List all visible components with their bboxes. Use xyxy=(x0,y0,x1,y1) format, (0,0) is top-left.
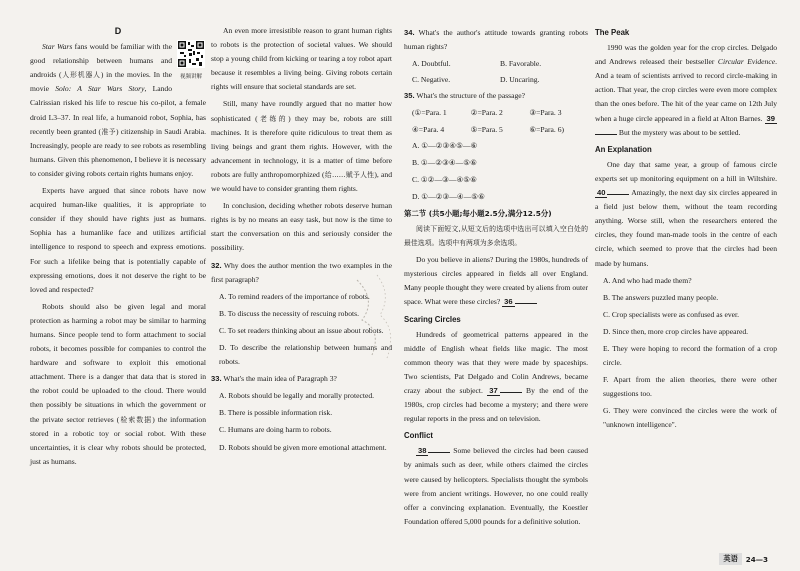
subheading-conflict: Conflict xyxy=(404,431,434,441)
paragraph-2: Experts have argued that since robots have now acquired human-like qualities, it is appropriate to consider if they should have rights just as humans. Sophia has a humanlike face and utilizes artificial intelligence to respond to speech and express emotions. For such a lifelike being that is potentially capable of expressing emotions, does it not deserve the right to be loved and respected? xyxy=(30,186,206,294)
option-32d[interactable]: D. To describe the relationship between humans and robots. xyxy=(219,342,392,367)
section-2-instruction: 阅读下面短文,从短文后的选项中选出可以填入空白处的最佳选项。选项中有两项为多余选项。 xyxy=(404,225,588,247)
option-32a[interactable]: A. To remind readers of the importance of robots. xyxy=(219,291,370,301)
option-35b[interactable]: B. ①—②③④—⑤⑥ xyxy=(412,157,477,167)
blank-40[interactable]: 40 xyxy=(597,188,606,198)
option-32c[interactable]: C. To set readers thinking about an issue about robots. xyxy=(219,325,384,335)
option-e[interactable]: E. They were hoping to record the formation of a crop circle. xyxy=(603,343,777,368)
option-34b[interactable]: B. Favorable. xyxy=(500,59,542,69)
section-2-title: 第二节 (共5小题;每小题2.5分,满分12.5分) xyxy=(404,209,552,219)
column-2 xyxy=(211,24,392,458)
option-34d[interactable]: D. Uncaring. xyxy=(500,75,540,85)
paragraph-6: In conclusion, deciding whether robots deserve human rights is by no means an easy task, but now is the time to start the conversation on this and seriously consider the possibility. xyxy=(211,201,392,253)
option-34a[interactable]: A. Doubtful. xyxy=(412,59,451,69)
option-32b[interactable]: B. To discuss the necessity of rescuing robots. xyxy=(219,308,360,318)
blank-37[interactable]: 37 xyxy=(489,385,498,395)
option-a[interactable]: A. And who had made them? xyxy=(603,275,692,285)
page-footer xyxy=(719,553,770,565)
paragraph-5: Still, many have roundly argued that no matter how sophisticated (老练的) they may be, robots are still machines. It is therefore quite ridiculous to treat them as living beings and grant them rights. However, with the advancement in technology, it is a matter of time before robots are fully anthropomorphized (给……赋予人性), and we would have to consider granting them rights. xyxy=(211,99,393,194)
option-35a[interactable]: A. ①—②③④⑤—⑥ xyxy=(412,140,478,150)
passage-heading: D xyxy=(114,26,122,36)
option-33a[interactable]: A. Robots should be legally and morally protected. xyxy=(219,391,375,401)
option-d[interactable]: D. Since then, more crop circles have appeared. xyxy=(603,326,749,336)
question-35: 35. What's the structure of the passage? (①=Para. 1 ②=Para. 2 ③=Para. 3 ④=Para. 4 ⑤=Para. 5 ⑥=Para. 6) A. ①—②③④⑤—⑥ B. ①—②③④—⑤⑥ C. ①②—③—④⑤⑥ D. ①—②③—④—⑤⑥ xyxy=(404,89,588,204)
blank-38[interactable]: 38 xyxy=(418,446,427,456)
option-b[interactable]: B. The answers puzzled many people. xyxy=(603,292,719,302)
passage-e-intro: Do you believe in aliens? During the 1980s, hundreds of mysterious circles appeared in fields all over England. Many people thought they were created by aliens from outer space. What were these circles? 36 xyxy=(404,255,588,307)
option-c[interactable]: C. Crop specialists were as confused as ever. xyxy=(603,309,740,319)
paragraph-4: An even more irresistible reason to grant human rights to robots is the protection of societal values. We should stop a young child from kicking or tearing a toy robot apart because it resembles a living being. Giving robots certain rights will ensure that societal standards are set. xyxy=(211,26,392,92)
blank-39[interactable]: 39 xyxy=(766,113,775,123)
qr-code-icon xyxy=(177,40,205,68)
option-33c[interactable]: C. Humans are doing harm to robots. xyxy=(219,425,332,435)
column-3 xyxy=(404,24,588,532)
subheading-scaring-circles: Scaring Circles xyxy=(404,314,461,324)
blank-36[interactable]: 36 xyxy=(504,297,513,307)
option-33b[interactable]: B. There is possible information risk. xyxy=(219,408,333,418)
question-33: 33. What's the main idea of Paragraph 3? A. Robots should be legally and morally protected. B. There is possible information risk. C. Humans are doing harm to robots. D. Robots should be given more emotional attachment. xyxy=(211,372,392,454)
question-34: 34. What's the author's attitude towards granting robots human rights? A. Doubtful. B. Favorable. C. Negative. D. Uncaring. xyxy=(404,26,588,87)
option-g[interactable]: G. They were convinced the circles were the work of "unknown intelligence". xyxy=(603,406,777,430)
subheading-the-peak: The Peak xyxy=(595,28,630,37)
paragraph-3: Robots should also be given legal and moral protection as harming a robot may be similar to harming humans. Since people tend to form attachment to social robots, it becomes possible for companies to control the hardware and software to exploit this emotional attachment. There is a danger that data that is stored in the robot could be uploaded to the cloud. There would then possibly be situations in which the government or the private sector retrieves (检索数据) the information stored in a robotic toy or social robot. With these uncertainties, it is clear why robots should be protected, just as humans. xyxy=(30,301,206,466)
page-number: 24—3 xyxy=(745,554,768,564)
passage-e-para-2: Hundreds of geometrical patterns appeared in the middle of English wheat fields like magic. The most common theory was that they were made by spaceships. Two scientists, Pat Delgado and Colin Andrews, became crazy about the subject. 37 By the end of the 1980s, crop circles had become a mystery; and there were regular reports in the press and on television. xyxy=(404,329,588,424)
qr-caption: 视频讲解 xyxy=(179,74,202,81)
passage-e-para-5: One day that same year, a group of famous circle experts set up monitoring equipment on a hill in Wiltshire. 40 Amazingly, the next day six circles appeared in a field just below them, without the team recording anything. Worse still, when the researchers entered the circles, they found man-made tools in the centre of each circle, which seemed to prove that the circles had been made by humans. xyxy=(595,159,777,268)
option-35d[interactable]: D. ①—②③—④—⑤⑥ xyxy=(412,191,485,201)
qr-code[interactable] xyxy=(176,40,206,81)
paragraph-1: Star Wars fans would be familiar with the good relationship between humans and androids (人形机器人) in the movies. In the movie Solo: A Star Wars Story, Lando Calrissian risked his life to rescue his co-pilot, a female droid L3–37. In real life, a humanoid robot, Sophia, has recently been granted (准予) citizenship in Saudi Arabia. Increasingly, people are ready to see robots as resembling humans. Given this phenomenon, I believe it is necessary to consider giving robots certain rights humans enjoy. xyxy=(30,42,206,178)
option-f[interactable]: F. Apart from the alien theories, there were other suggestions too. xyxy=(603,375,777,399)
subheading-an-explanation: An Explanation xyxy=(595,144,652,154)
question-32: 32. Why does the author mention the two examples in the first paragraph? A. To remind readers of the importance of robots. B. To discuss the necessity of rescuing robots. C. To set readers thinking about an issue about robots. D. To describe the relationship between humans and robots. xyxy=(211,259,392,370)
column-4 xyxy=(595,24,777,436)
passage-e-para-3: 38 Some believed the circles had been caused by animals such as deer, while others claimed the circles were caused by helicopters. Specialists thought the symbols were from ancient writings. However, no one could really offer a convincing explanation. Eventually, the Koestler Foundation offered 5,000 pounds for a definitive solution. xyxy=(404,446,588,526)
subject-label: 英语 xyxy=(719,553,741,565)
passage-e-para-4: 1990 was the golden year for the crop circles. Delgado and Andrews released their bestseller Circular Evidence. And a team of scientists arrived to record circle-making in action. That year, the crop circles were even more complex than the ones before. The hit of the year came on 12th July when a huge circle appeared in a field at Alton Barnes. 39 But the mystery was about to be settled. xyxy=(595,43,777,137)
option-35c[interactable]: C. ①②—③—④⑤⑥ xyxy=(412,174,477,184)
option-34c[interactable]: C. Negative. xyxy=(412,75,451,85)
option-33d[interactable]: D. Robots should be given more emotional attachment. xyxy=(219,442,387,452)
column-1 xyxy=(30,24,206,472)
